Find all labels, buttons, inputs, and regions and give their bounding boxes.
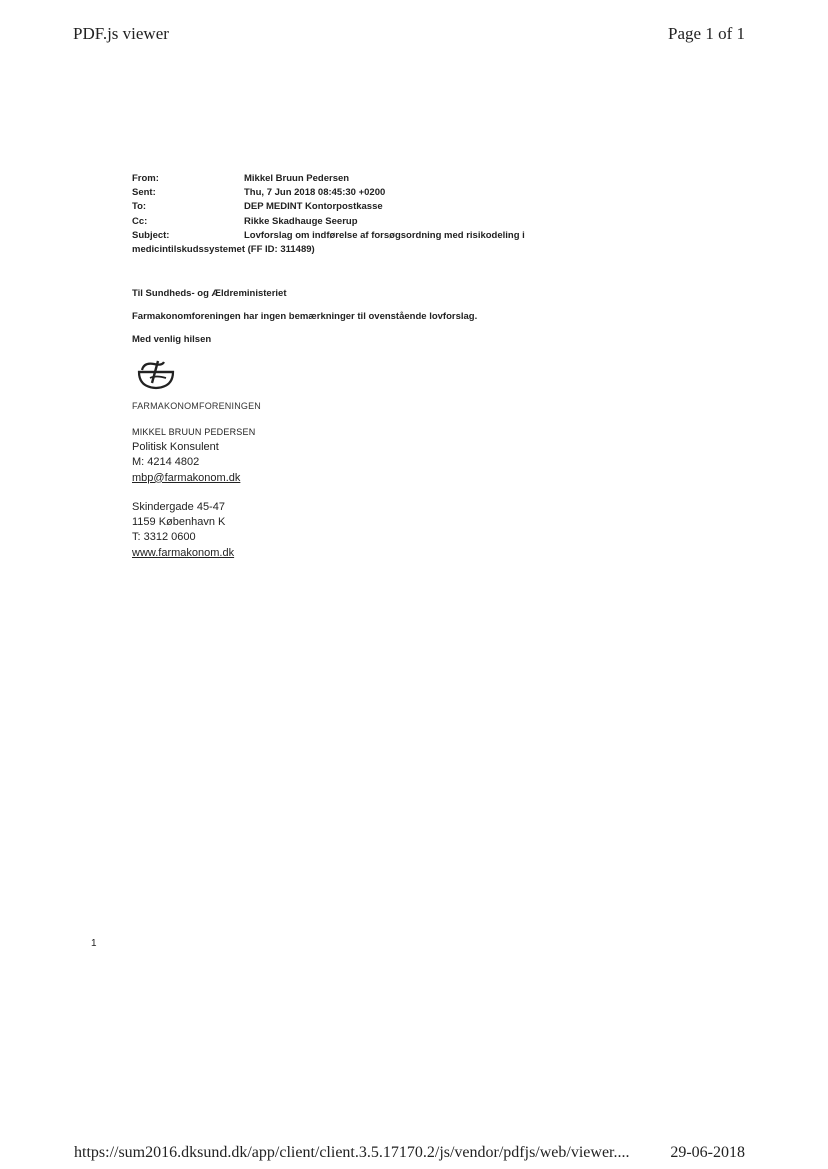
signature-person-name: MIKKEL BRUUN PEDERSEN [132, 427, 256, 437]
email-header [132, 172, 592, 257]
sent-row [132, 186, 592, 200]
signature-block [132, 425, 255, 486]
print-page-indicator: Page 1 of 1 [668, 24, 745, 43]
cc-value: Rikke Skadhauge Seerup [244, 215, 358, 227]
message-text: Farmakonomforeningen har ingen bemærkninger til ovenstående lovforslag. [132, 311, 478, 322]
subject-continuation: medicintilskudssystemet (FF ID: 311489) [132, 244, 315, 256]
address-city: 1159 København K [132, 516, 226, 529]
from-value: Mikkel Bruun Pedersen [244, 173, 350, 184]
greeting: Til Sundheds- og Ældreministeriet [132, 288, 287, 299]
sent-value: Thu, 7 Jun 2018 08:45:30 +0200 [244, 187, 386, 199]
print-header-title: PDF.js viewer [73, 24, 169, 43]
to-value: DEP MEDINT Kontorpostkasse [244, 201, 383, 213]
address-street: Skindergade 45-47 [132, 501, 225, 513]
page-number: 1 [91, 938, 97, 949]
closing: Med venlig hilsen [132, 334, 212, 345]
cc-row [132, 215, 592, 229]
farmakonom-mortar-logo-icon [136, 359, 176, 391]
signature-title: Politisk Konsulent [132, 441, 219, 454]
subject-label: Subject: [132, 229, 170, 241]
from-row [132, 172, 592, 186]
signature-mobile: M: 4214 4802 [132, 456, 200, 469]
cc-label: Cc: [132, 215, 148, 227]
print-footer-date: 29-06-2018 [670, 1144, 745, 1161]
sent-label: Sent: [132, 187, 156, 199]
from-label: From: [132, 173, 159, 184]
address-phone: T: 3312 0600 [132, 531, 196, 544]
website-link[interactable]: www.farmakonom.dk [132, 546, 235, 559]
subject-row [132, 229, 592, 243]
to-row [132, 200, 592, 214]
signature-email-link[interactable]: mbp@farmakonom.dk [132, 471, 241, 484]
to-label: To: [132, 201, 147, 213]
address-block [132, 500, 234, 561]
print-footer-url: https://sum2016.dksund.dk/app/client/client.3.5.17170.2/js/vendor/pdfjs/web/viewer.... [74, 1144, 630, 1161]
subject-value: Lovforslag om indførelse af forsøgsordning med risikodeling i [244, 229, 525, 241]
organization-name: FARMAKONOMFORENINGEN [132, 401, 262, 411]
